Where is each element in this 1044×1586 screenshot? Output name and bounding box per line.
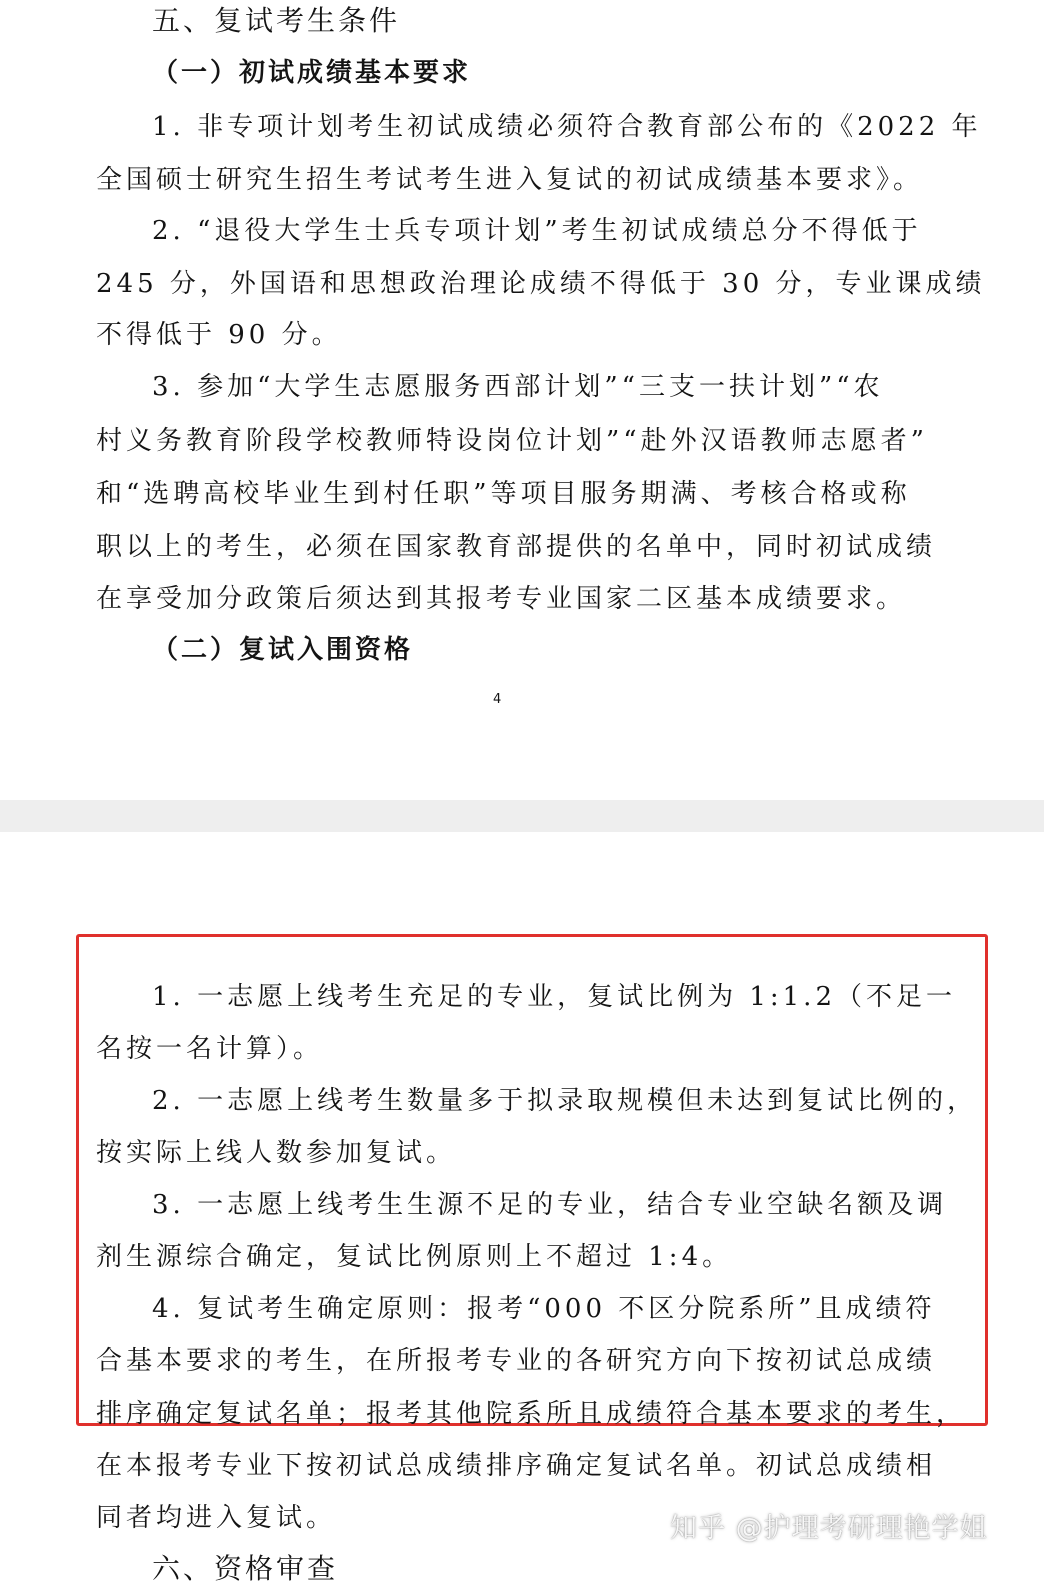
paragraph-line: 村义务教育阶段学校教师特设岗位计划”“赴外汉语教师志愿者” [96,426,928,456]
paragraph-line: 3. 一志愿上线考生生源不足的专业，结合专业空缺名额及调 [152,1190,948,1220]
paragraph-line: 245 分，外国语和思想政治理论成绩不得低于 30 分，专业课成绩 [96,269,986,299]
subheading-retest-qualification: （二）复试入围资格 [152,635,414,665]
paragraph-line: 排序确定复试名单；报考其他院系所且成绩符合基本要求的考生， [96,1399,967,1429]
paragraph-line: 按实际上线人数参加复试。 [96,1138,457,1168]
paragraph-line: 2. 一志愿上线考生数量多于拟录取规模但未达到复试比例的， [152,1086,978,1116]
paragraph-line: 在本报考专业下按初试总成绩排序确定复试名单。初试总成绩相 [96,1451,937,1481]
subheading-initial-score: （一）初试成绩基本要求 [152,58,472,88]
paragraph-line: 3. 参加“大学生志愿服务西部计划”“三支一扶计划”“农 [152,372,884,402]
paragraph-line: 同者均进入复试。 [96,1503,337,1533]
paragraph-line: 2. “退役大学生士兵专项计划”考生初试成绩总分不得低于 [152,216,922,246]
paragraph-line: 1. 非专项计划考生初试成绩必须符合教育部公布的《2022 年 [152,112,982,142]
paragraph-line: 职以上的考生，必须在国家教育部提供的名单中，同时初试成绩 [96,532,937,562]
paragraph-line: 1. 一志愿上线考生充足的专业，复试比例为 1:1.2（不足一 [152,982,956,1012]
section-heading-6-partial: 六、资格审查 [152,1552,339,1585]
paragraph-line: 合基本要求的考生，在所报考专业的各研究方向下按初试总成绩 [96,1346,937,1376]
page-number: 4 [493,692,502,707]
paragraph-line: 和“选聘高校毕业生到村任职”等项目服务期满、考核合格或称 [96,479,911,509]
paragraph-line: 在享受加分政策后须达到其报考专业国家二区基本成绩要求。 [96,584,907,614]
page-separator [0,800,1044,832]
paragraph-line: 名按一名计算）。 [96,1034,324,1064]
section-heading-5: 五、复试考生条件 [152,4,401,37]
paragraph-line: 全国硕士研究生招生考试考生进入复试的初试成绩基本要求》。 [96,165,924,195]
paragraph-line: 不得低于 90 分。 [96,320,342,350]
paragraph-line: 4. 复试考生确定原则：报考“000 不区分院系所”且成绩符 [152,1294,936,1324]
paragraph-line: 剂生源综合确定，复试比例原则上不超过 1:4。 [96,1242,733,1272]
zhihu-watermark: 知乎 @护理考研理艳学姐 [670,1513,988,1544]
